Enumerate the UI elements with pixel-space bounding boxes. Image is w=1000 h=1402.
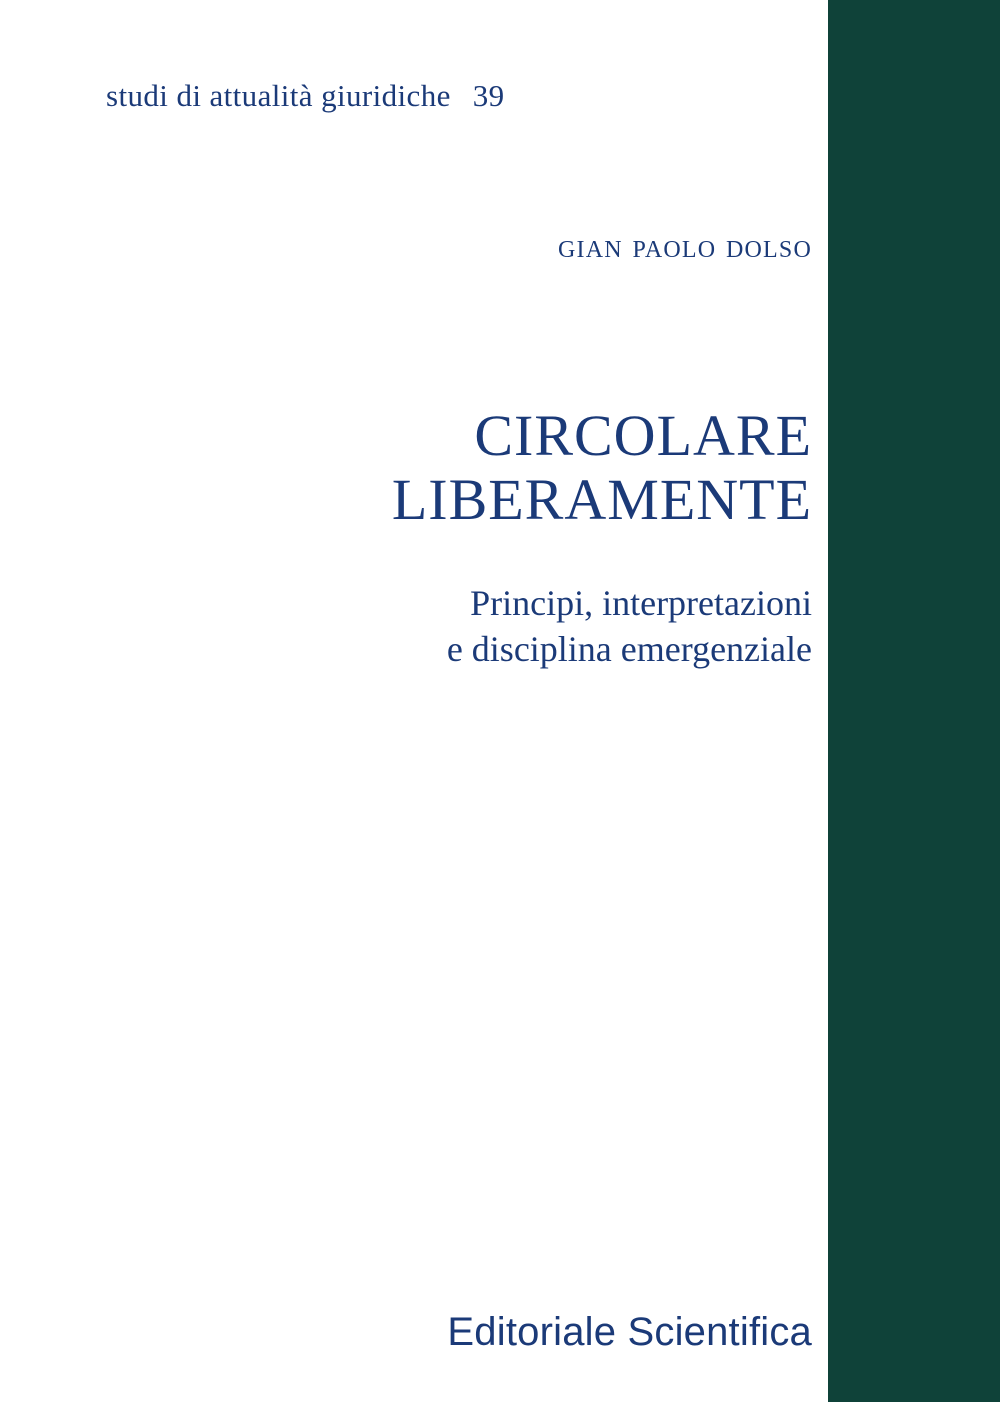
title-line-1: CIRCOLARE (474, 403, 812, 468)
book-title (0, 404, 812, 532)
series-number: 39 (472, 78, 505, 113)
series-line (106, 78, 505, 114)
publisher-name: Editoriale Scientifica (447, 1310, 812, 1354)
book-subtitle (0, 580, 812, 672)
subtitle-line-2: e disciplina emergenziale (446, 629, 812, 669)
series-name: studi di attualità giuridiche (106, 78, 451, 113)
author-name: gian paolo dolso (558, 228, 812, 265)
subtitle-line-1: Principi, interpretazioni (470, 583, 812, 623)
title-line-2: LIBERAMENTE (391, 467, 812, 532)
spine-color-band (828, 0, 1000, 1402)
